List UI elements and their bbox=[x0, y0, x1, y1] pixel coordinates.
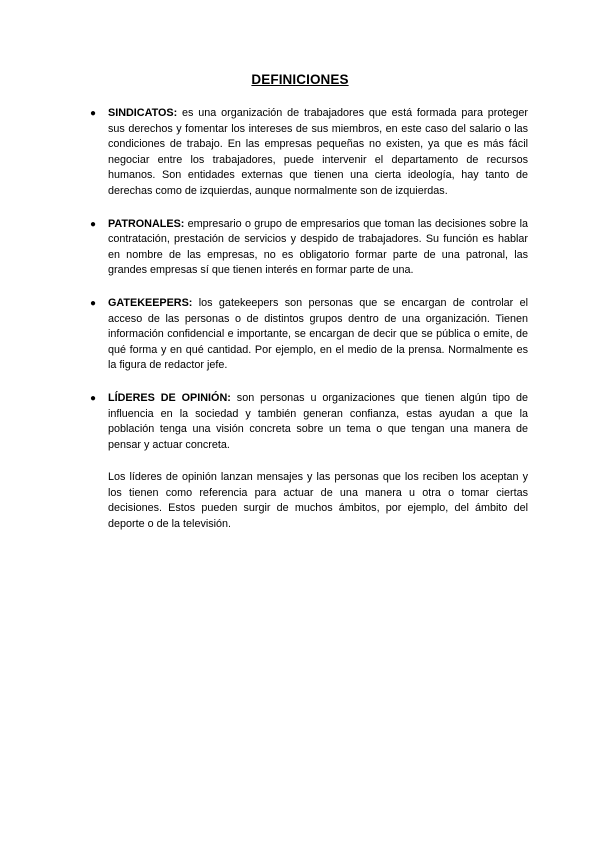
definition-term: PATRONALES: bbox=[108, 217, 185, 230]
definition-patronales bbox=[90, 217, 528, 279]
definition-text: los gatekeepers son personas que se encargan de controlar el acceso de las personas o de distintos grupos dentro de una organización. Tienen información confidencial e importante, se encargan de decir que se pública o emite, de qué forma y en qué cantidad. Por ejemplo, en el medio de la prensa. Normalmente es la figura de redactor jefe. bbox=[108, 296, 528, 372]
definition-text: son personas u organizaciones que tienen algún tipo de influencia en la sociedad y también generan confianza, estas ayudan a que la población tenga una visión concreta sobre un tema o que tengan una manera de pensar y actuar concreta. bbox=[108, 391, 529, 451]
bullet-icon: ● bbox=[90, 218, 97, 230]
definition-extra-text: Los líderes de opinión lanzan mensajes y las personas que los reciben los aceptan y los tienen como referencia para actuar de una manera u otra o tomar ciertas decisiones. Estos pueden surgir de muchos ámbitos, por ejemplo, del ámbito del deporte o de la televisión. bbox=[108, 471, 528, 531]
definition-term: GATEKEEPERS: bbox=[108, 296, 193, 309]
definition-term: LÍDERES DE OPINIÓN: bbox=[108, 391, 231, 404]
bullet-icon: ● bbox=[90, 297, 97, 309]
definition-text: es una organización de trabajadores que está formada para proteger sus derechos y fomentar los intereses de sus miembros, en este caso del salario o las condiciones de trabajo. En las empresas pequeñas no existen, ya que es más fácil negociar entre los trabajadores, puede intervenir el departamento de recursos humanos. Son entidades externas que tienen una cierta ideología, hay tanto de derechas como de izquierdas, aunque normalmente son de izquierdas. bbox=[108, 107, 528, 197]
definition-extra-paragraph bbox=[108, 470, 528, 532]
bullet-icon: ● bbox=[90, 392, 97, 404]
definition-term: SINDICATOS: bbox=[108, 107, 178, 119]
definition-lideres-de-opinion bbox=[90, 391, 529, 453]
bullet-icon: ● bbox=[90, 108, 97, 119]
page-title: DEFINICIONES bbox=[251, 72, 349, 87]
definition-sindicatos bbox=[90, 106, 528, 200]
definition-gatekeepers bbox=[90, 296, 528, 374]
definition-text: empresario o grupo de empresarios que toman las decisiones sobre la contratación, prestación de servicios y despido de trabajadores. Su función es hablar en nombre de las empresas, no es obligatorio formar parte de una patronal, las grandes empresas sí que tienen interés en formar parte de una. bbox=[108, 217, 528, 277]
definitions-list bbox=[90, 106, 529, 550]
